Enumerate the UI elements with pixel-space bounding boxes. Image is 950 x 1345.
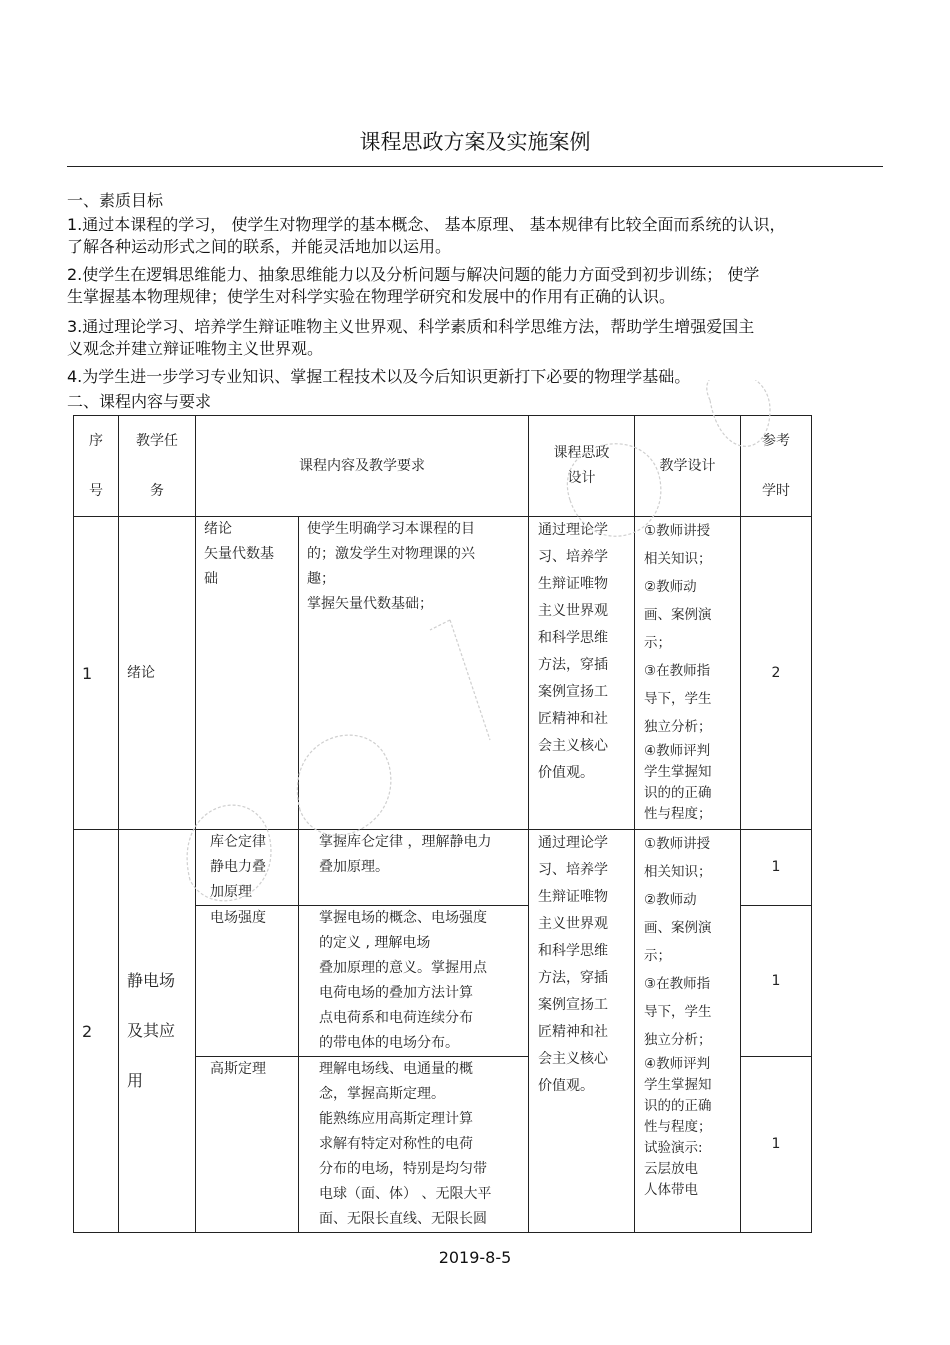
design-line: ②教师动 bbox=[644, 892, 697, 908]
title-rule bbox=[67, 166, 883, 167]
header-text: 学时 bbox=[762, 483, 790, 499]
req-line: 的带电体的电场分布。 bbox=[319, 1035, 459, 1051]
goal-line: 生掌握基本物理规律；使学生对科学实验在物理学研究和发展中的作用有正确的认识。 bbox=[67, 287, 676, 306]
goal-item-3 bbox=[67, 316, 754, 360]
header-text: 号 bbox=[89, 483, 103, 499]
design-line: ④教师评判 bbox=[644, 1056, 711, 1072]
topic-line: 绪论 bbox=[204, 521, 232, 537]
goal-item-4 bbox=[67, 366, 690, 388]
header-text: 参考 bbox=[762, 433, 790, 449]
header-ideology bbox=[529, 416, 635, 517]
req-line: 叠加原理。 bbox=[319, 859, 389, 875]
row-ideology bbox=[529, 830, 635, 1233]
ideology-line: 案例宣扬工 bbox=[538, 997, 608, 1013]
goal-item-1 bbox=[67, 214, 786, 258]
ideology-line: 会主义核心 bbox=[538, 1051, 608, 1067]
ideology-line: 主义世界观 bbox=[538, 603, 608, 619]
req-line: 的定义 , 理解电场 bbox=[319, 935, 431, 951]
ideology-line: 习、培养学 bbox=[538, 549, 608, 565]
req-line: 求解有特定对称性的电荷 bbox=[319, 1136, 473, 1152]
req-line: 电荷电场的叠加方法计算 bbox=[319, 985, 473, 1001]
section-heading-quality-goals: 一、素质目标 bbox=[67, 191, 164, 210]
header-text: 务 bbox=[150, 483, 164, 499]
task-line: 用 bbox=[127, 1071, 144, 1090]
ideology-line: 习、培养学 bbox=[538, 862, 608, 878]
ideology-line: 价值观。 bbox=[538, 765, 594, 781]
design-line: 学生掌握知 bbox=[644, 764, 712, 780]
ideology-line: 和科学思维 bbox=[538, 630, 608, 646]
req-line: 趣； bbox=[307, 571, 335, 587]
goal-line: 4.为学生进一步学习专业知识、掌握工程技术以及今后知识更新打下必要的物理学基础。 bbox=[67, 367, 691, 386]
design-line: 相关知识； bbox=[644, 551, 712, 567]
design-line: ③在教师指 bbox=[644, 663, 711, 679]
row-requirement bbox=[299, 1057, 529, 1233]
design-line: ②教师动 bbox=[644, 579, 697, 595]
ideology-line: 和科学思维 bbox=[538, 943, 608, 959]
row-design bbox=[635, 517, 741, 830]
req-line: 电球（面、体） 、无限大平 bbox=[319, 1186, 492, 1202]
ideology-line: 案例宣扬工 bbox=[538, 684, 608, 700]
row-ideology bbox=[529, 517, 635, 830]
ideology-line: 通过理论学 bbox=[538, 835, 608, 851]
row-topic bbox=[196, 517, 299, 830]
ideology-line: 生辩证唯物 bbox=[538, 576, 608, 592]
design-line: ③在教师指 bbox=[644, 976, 711, 992]
course-table bbox=[73, 415, 812, 1233]
goal-item-2 bbox=[67, 264, 759, 308]
req-line: 能熟练应用高斯定理计算 bbox=[319, 1111, 473, 1127]
row-seq: 2 bbox=[74, 830, 119, 1233]
design-line: 云层放电 bbox=[644, 1161, 698, 1177]
topic-line: 库仑定律 bbox=[210, 834, 266, 850]
req-line: 面、无限长直线、无限长圆 bbox=[319, 1211, 487, 1227]
ideology-line: 价值观。 bbox=[538, 1078, 594, 1094]
design-line: 画、案例演 bbox=[644, 607, 712, 623]
design-line: 试验演示: bbox=[644, 1140, 703, 1156]
header-text: 课程思政 bbox=[553, 445, 610, 461]
row-task: 绪论 bbox=[119, 517, 196, 830]
req-line: 掌握库仑定律 ，理解静电力 bbox=[319, 834, 492, 850]
task-line: 静电场 bbox=[127, 971, 176, 990]
header-design: 教学设计 bbox=[635, 416, 741, 517]
req-line: 念，掌握高斯定理。 bbox=[319, 1086, 445, 1102]
row-hours: 1 bbox=[741, 830, 812, 906]
design-line: ①教师讲授 bbox=[644, 523, 711, 539]
design-line: 独立分析； bbox=[644, 1032, 712, 1048]
ideology-line: 方法，穿插 bbox=[538, 657, 608, 673]
req-line: 掌握矢量代数基础； bbox=[307, 596, 433, 612]
header-seq bbox=[74, 416, 119, 517]
task-line: 及其应 bbox=[127, 1021, 176, 1040]
ideology-line: 生辩证唯物 bbox=[538, 889, 608, 905]
goal-line: 义观念并建立辩证唯物主义世界观。 bbox=[67, 339, 324, 358]
design-line: ④教师评判 bbox=[644, 743, 711, 759]
req-line: 使学生明确学习本课程的目 bbox=[307, 521, 475, 537]
topic-line: 础 bbox=[204, 571, 218, 587]
header-task bbox=[119, 416, 196, 517]
ideology-line: 匠精神和社 bbox=[538, 1024, 608, 1040]
req-line: 的；激发学生对物理课的兴 bbox=[307, 546, 475, 562]
row-design bbox=[635, 830, 741, 1233]
row-topic bbox=[196, 830, 299, 906]
topic-line: 矢量代数基 bbox=[204, 546, 274, 562]
req-line: 分布的电场，特别是均匀带 bbox=[319, 1161, 487, 1177]
header-text: 序 bbox=[89, 433, 103, 449]
design-line: 示； bbox=[644, 635, 671, 651]
goal-line: 3.通过理论学习、培养学生辩证唯物主义世界观、科学素质和科学思维方法，帮助学生增强爱国主 bbox=[67, 317, 755, 336]
goal-line: 了解各种运动形式之间的联系，并能灵活地加以运用。 bbox=[67, 237, 452, 256]
row-task bbox=[119, 830, 196, 1233]
row-topic: 电场强度 bbox=[196, 906, 299, 1057]
ideology-line: 匠精神和社 bbox=[538, 711, 608, 727]
goal-line: 2.使学生在逻辑思维能力、抽象思维能力以及分析问题与解决问题的能力方面受到初步训练； 使学 bbox=[67, 265, 760, 284]
table-header-row bbox=[74, 416, 812, 517]
row-requirement bbox=[299, 906, 529, 1057]
topic-line: 加原理 bbox=[210, 884, 252, 900]
req-line: 点电荷系和电荷连续分布 bbox=[319, 1010, 473, 1026]
row-hours: 1 bbox=[741, 906, 812, 1057]
ideology-line: 方法，穿插 bbox=[538, 970, 608, 986]
header-content: 课程内容及教学要求 bbox=[196, 416, 529, 517]
row-hours: 2 bbox=[741, 517, 812, 830]
req-line: 叠加原理的意义。掌握用点 bbox=[319, 960, 487, 976]
design-line: ①教师讲授 bbox=[644, 836, 711, 852]
design-line: 相关知识； bbox=[644, 864, 712, 880]
header-text: 设计 bbox=[567, 470, 596, 486]
design-line: 学生掌握知 bbox=[644, 1077, 712, 1093]
table-row bbox=[74, 517, 812, 830]
design-line: 导下，学生 bbox=[644, 1004, 712, 1020]
design-line: 独立分析； bbox=[644, 719, 712, 735]
row-requirement bbox=[299, 517, 529, 830]
ideology-line: 主义世界观 bbox=[538, 916, 608, 932]
design-line: 性与程度； bbox=[644, 806, 712, 822]
page-title: 课程思政方案及实施案例 bbox=[359, 130, 591, 154]
design-line: 导下，学生 bbox=[644, 691, 712, 707]
req-line: 掌握电场的概念、电场强度 bbox=[319, 910, 487, 926]
ideology-line: 会主义核心 bbox=[538, 738, 608, 754]
section-heading-course-content: 二、课程内容与要求 bbox=[67, 392, 212, 411]
footer-date: 2019-8-5 bbox=[438, 1248, 512, 1267]
header-text: 教学任 bbox=[136, 433, 178, 449]
design-line: 人体带电 bbox=[644, 1182, 698, 1198]
row-topic: 高斯定理 bbox=[196, 1057, 299, 1233]
design-line: 示； bbox=[644, 948, 671, 964]
goal-line: 1.通过本课程的学习， 使学生对物理学的基本概念、 基本原理、 基本规律有比较全面而系统的认识， bbox=[67, 215, 786, 234]
design-line: 识的的正确 bbox=[644, 785, 712, 801]
topic-line: 静电力叠 bbox=[210, 859, 266, 875]
design-line: 性与程度； bbox=[644, 1119, 712, 1135]
row-hours: 1 bbox=[741, 1057, 812, 1233]
table-row bbox=[74, 830, 812, 906]
ideology-line: 通过理论学 bbox=[538, 522, 608, 538]
design-line: 识的的正确 bbox=[644, 1098, 712, 1114]
row-seq: 1 bbox=[74, 517, 119, 830]
design-line: 画、案例演 bbox=[644, 920, 712, 936]
row-requirement bbox=[299, 830, 529, 906]
header-hours bbox=[741, 416, 812, 517]
req-line: 理解电场线、电通量的概 bbox=[319, 1061, 473, 1077]
